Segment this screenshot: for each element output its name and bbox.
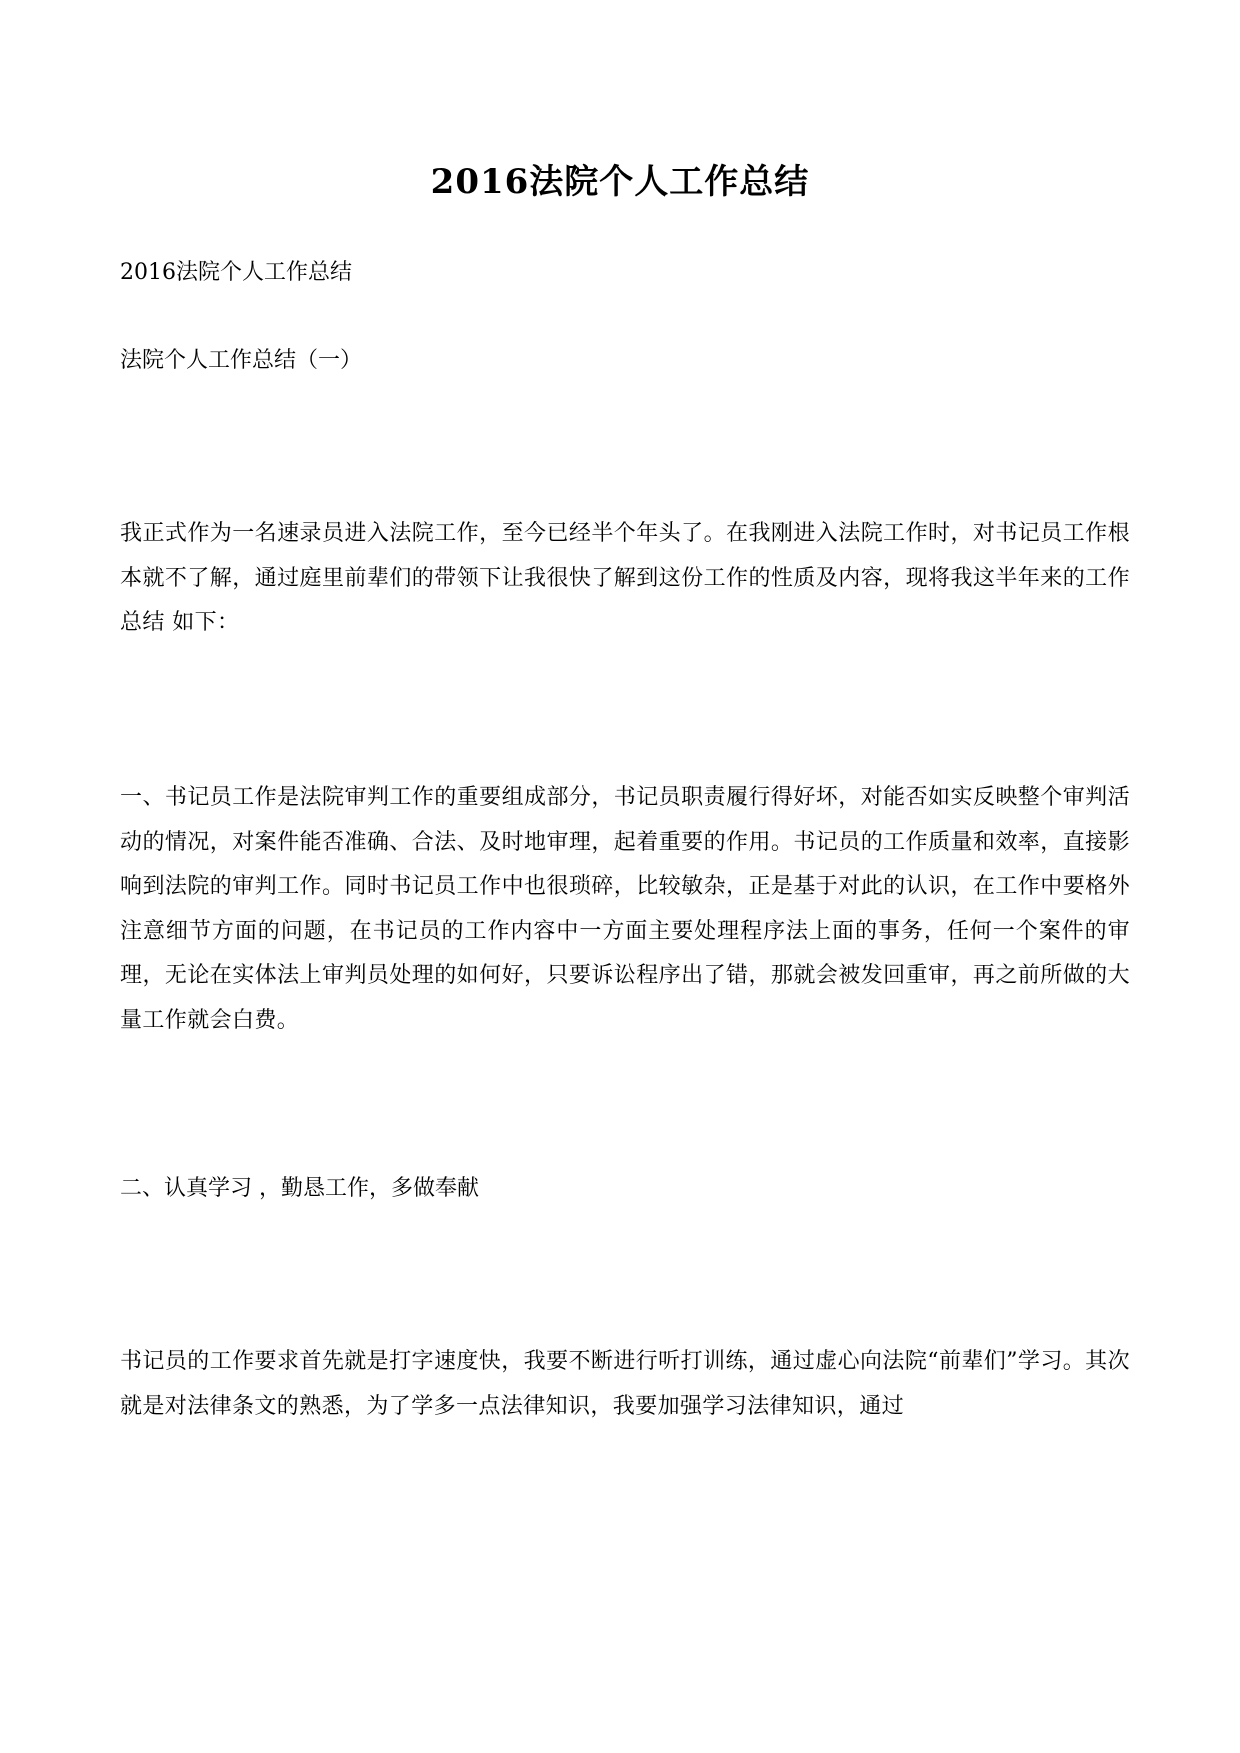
paragraph-section-two: 书记员的工作要求首先就是打字速度快，我要不断进行听打训练，通过虚心向法院“前辈们”学习。其次就是对法律条文的熟悉，为了学多一点法律知识，我要加强学习法律知识，通过: [120, 1349, 1130, 1419]
section-heading: 法院个人工作总结（一）: [120, 348, 363, 373]
paragraph-intro: 我正式作为一名速录员进入法院工作，至今已经半个年头了。在我刚进入法院工作时，对书记员工作根本就不了解，通过庭里前辈们的带领下让我很快了解到这份工作的性质及内容，现将我这半年来的工作总结 如下：: [120, 521, 1130, 635]
document-subtitle: 2016法院个人工作总结: [120, 260, 352, 285]
document-title: 2016法院个人工作总结: [430, 162, 810, 202]
heading-section-two: 二、认真学习 ，勤恳工作，多做奉献: [120, 1176, 479, 1201]
paragraph-section-one: 一、书记员工作是法院审判工作的重要组成部分，书记员职责履行得好坏，对能否如实反映整个审判活动的情况，对案件能否准确、合法、及时地审理，起着重要的作用。书记员的工作质量和效率，直接影响到法院的审判工作。同时书记员工作中也很琐碎，比较敏杂，正是基于对此的认识，在工作中要格外注意细节方面的问题，在书记员的工作内容中一方面主要处理程序法上面的事务，任何一个案件的审理，无论在实体法上审判员处理的如何好，只要诉讼程序出了错，那就会被发回重审，再之前所做的大量工作就会白费。: [120, 785, 1130, 1033]
